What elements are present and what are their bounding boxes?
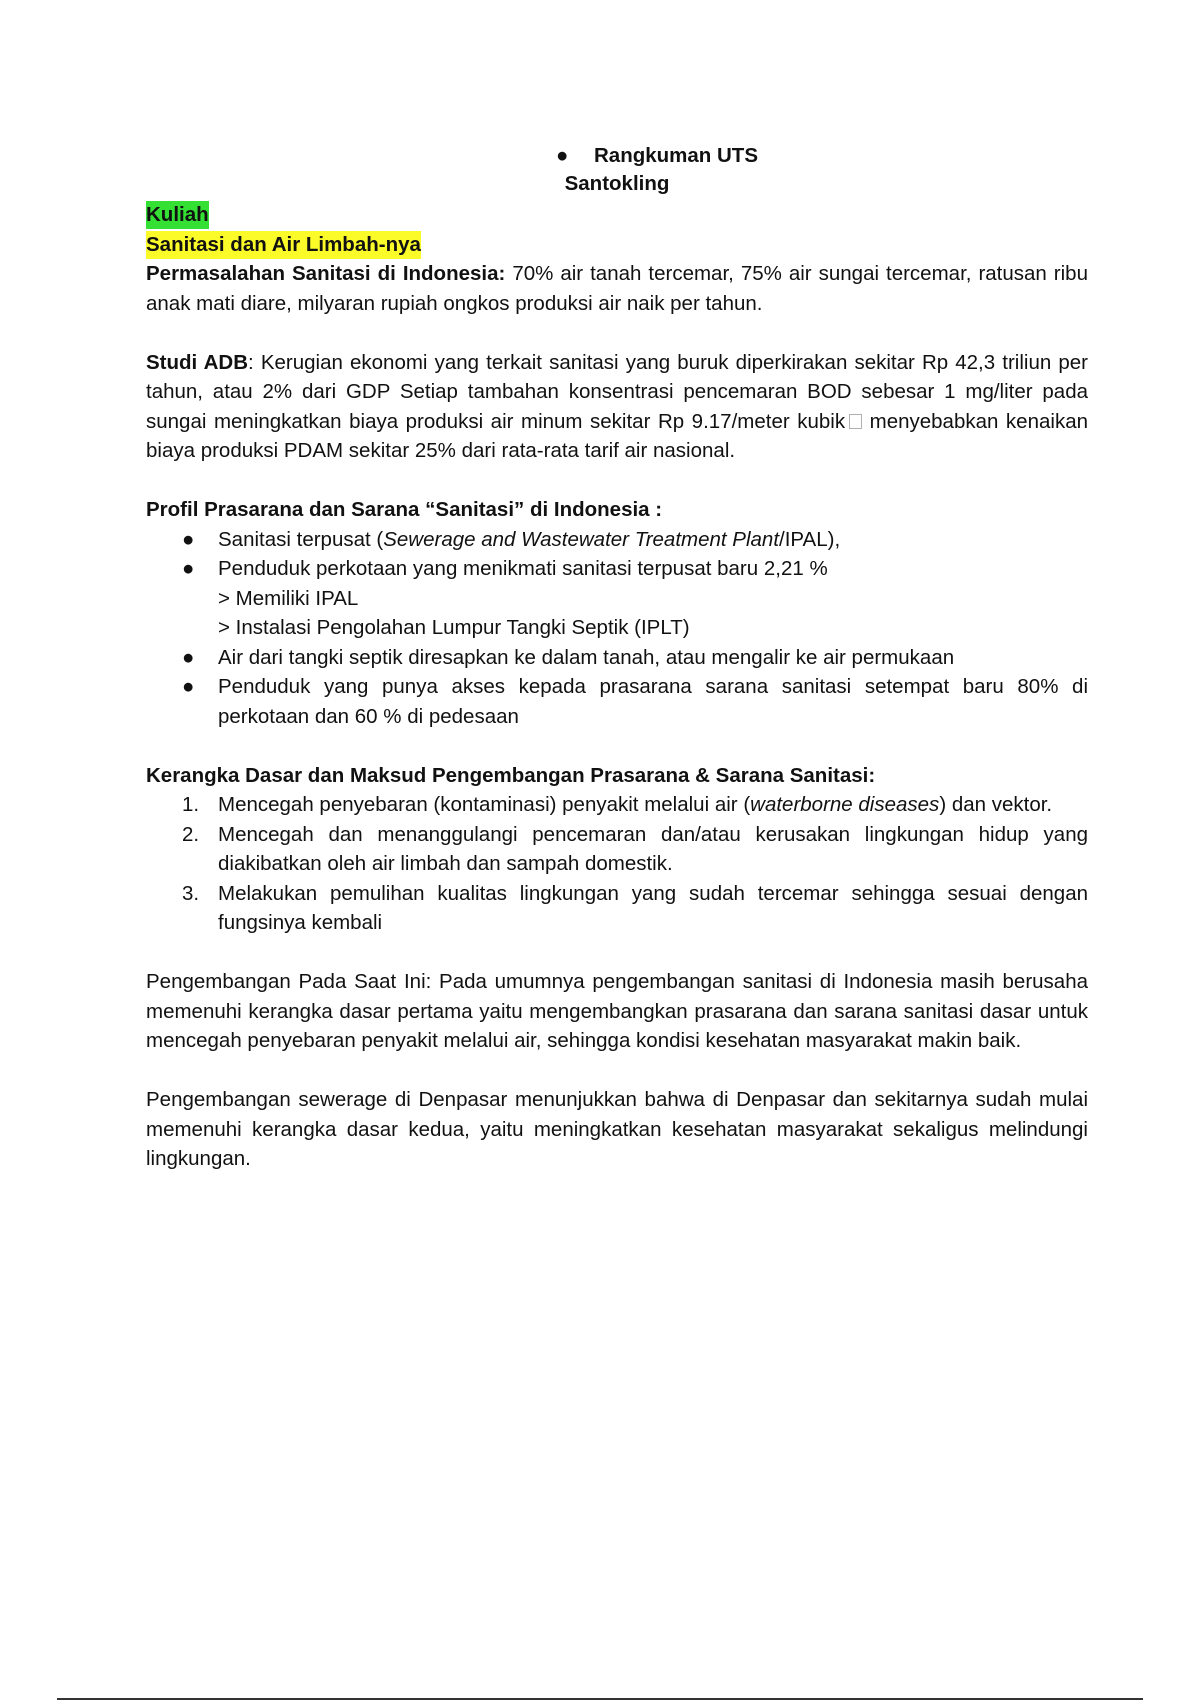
subject-label-row [146, 230, 1088, 260]
arrow-placeholder-icon [849, 414, 862, 429]
paragraph-studi-adb-lead: Studi ADB [146, 350, 249, 374]
kerangka-item-1-italic: waterborne diseases [750, 793, 940, 816]
spacer [146, 731, 1088, 761]
paragraph-studi-adb [146, 348, 1088, 466]
kerangka-item-1-post: ) dan vektor. [939, 793, 1053, 816]
title-line-1-wrap [146, 142, 1088, 170]
kuliah-label: Kuliah [146, 201, 209, 229]
spacer [146, 466, 1088, 496]
document-page [146, 142, 1088, 1174]
title-line-2: Santokling [564, 172, 670, 195]
title-line-1 [556, 142, 758, 170]
bullet-icon: ● [182, 557, 195, 580]
title-bullet-icon: ● [555, 144, 569, 167]
list-number: 3. [182, 881, 200, 905]
profil-item-1-post: /IPAL), [779, 527, 841, 551]
profil-item-2-sub-1: > Memiliki IPAL [218, 586, 359, 610]
paragraph-studi-adb-text-2: menyebabkan kenaikan biaya produksi PDAM sekitar 25% dari rata-rata tarif air nasional. [146, 409, 1088, 462]
profil-heading: Profil Prasarana dan Sarana “Sanitasi” di Indonesia : [146, 498, 663, 521]
kerangka-list [146, 790, 1088, 938]
bullet-icon: ● [182, 675, 195, 698]
spacer [146, 1056, 1088, 1086]
profil-item-3: Air dari tangki septik diresapkan ke dalam tanah, atau mengalir ke air permukaan [218, 645, 955, 669]
kerangka-item-2: Mencegah dan menanggulangi pencemaran dan/atau kerusakan lingkungan hidup yang diakibatkan oleh air limbah dan sampah domestik. [218, 822, 1088, 875]
subject-label: Sanitasi dan Air Limbah-nya [146, 231, 421, 259]
bullet-icon: ● [182, 527, 195, 551]
spacer [146, 938, 1088, 968]
paragraph-permasalahan-text: 70% air tanah tercemar, 75% air sungai tercemar, ratusan ribu anak mati diare, milyaran rupiah ongkos produksi air naik per tahun. [146, 262, 1088, 315]
list-item [146, 879, 1088, 938]
profil-item-2-sub-2: > Instalasi Pengolahan Lumpur Tangki Septik (IPLT) [218, 616, 690, 639]
profil-item-1-pre: Sanitasi terpusat ( [218, 527, 384, 551]
list-item [146, 643, 1088, 673]
paragraph-permasalahan [146, 259, 1088, 318]
list-item [146, 672, 1088, 731]
list-number: 2. [182, 822, 200, 846]
profil-list [146, 525, 1088, 732]
list-item [146, 554, 1088, 643]
document-title [146, 142, 1088, 198]
kerangka-item-1-pre: Mencegah penyebaran (kontaminasi) penyakit melalui air ( [218, 793, 751, 816]
list-item [146, 790, 1088, 820]
paragraph-studi-adb-text: : Kerugian ekonomi yang terkait sanitasi yang buruk diperkirakan sekitar Rp 42,3 triliun per tahun, atau 2% dari GDP Setiap tambahan konsentrasi pencemaran BOD sebesar 1 mg/liter pada sungai meningkatkan biaya produksi air minum sekitar Rp 9.17/meter kubik [146, 350, 1088, 433]
profil-item-2: Penduduk perkotaan yang menikmati sanitasi terpusat baru 2,21 % [218, 557, 828, 580]
kerangka-heading: Kerangka Dasar dan Maksud Pengembangan Prasarana & Sarana Sanitasi: [146, 763, 876, 787]
title-text-1: Rangkuman UTS [593, 144, 759, 167]
profil-item-4: Penduduk yang punya akses kepada prasarana sarana sanitasi setempat baru 80% di perkotaan dan 60 % di pedesaan [218, 675, 1088, 728]
paragraph-pengembangan-saat-ini: Pengembangan Pada Saat Ini: Pada umumnya pengembangan sanitasi di Indonesia masih berusaha memenuhi kerangka dasar pertama yaitu mengembangkan prasarana dan sarana sanitasi dasar untuk mencegah penyebaran penyakit melalui air, sehingga kondisi kesehatan masyarakat makin baik. [146, 970, 1088, 1052]
bullet-icon: ● [182, 645, 195, 669]
list-number: 1. [182, 793, 200, 816]
paragraph-permasalahan-lead: Permasalahan Sanitasi di Indonesia: [146, 262, 506, 285]
spacer [146, 318, 1088, 348]
kerangka-item-3: Melakukan pemulihan kualitas lingkungan yang sudah tercemar sehingga sesuai dengan fungsinya kembali [218, 881, 1088, 934]
list-item [146, 525, 1088, 555]
list-item [146, 820, 1088, 879]
paragraph-pengembangan-sewerage: Pengembangan sewerage di Denpasar menunjukkan bahwa di Denpasar dan sekitarnya sudah mulai memenuhi kerangka dasar kedua, yaitu meningkatkan kesehatan masyarakat sekaligus melindungi lingkungan. [146, 1088, 1088, 1170]
kuliah-label-row [146, 200, 1088, 230]
profil-item-1-italic: Sewerage and Wastewater Treatment Plant [383, 527, 780, 551]
